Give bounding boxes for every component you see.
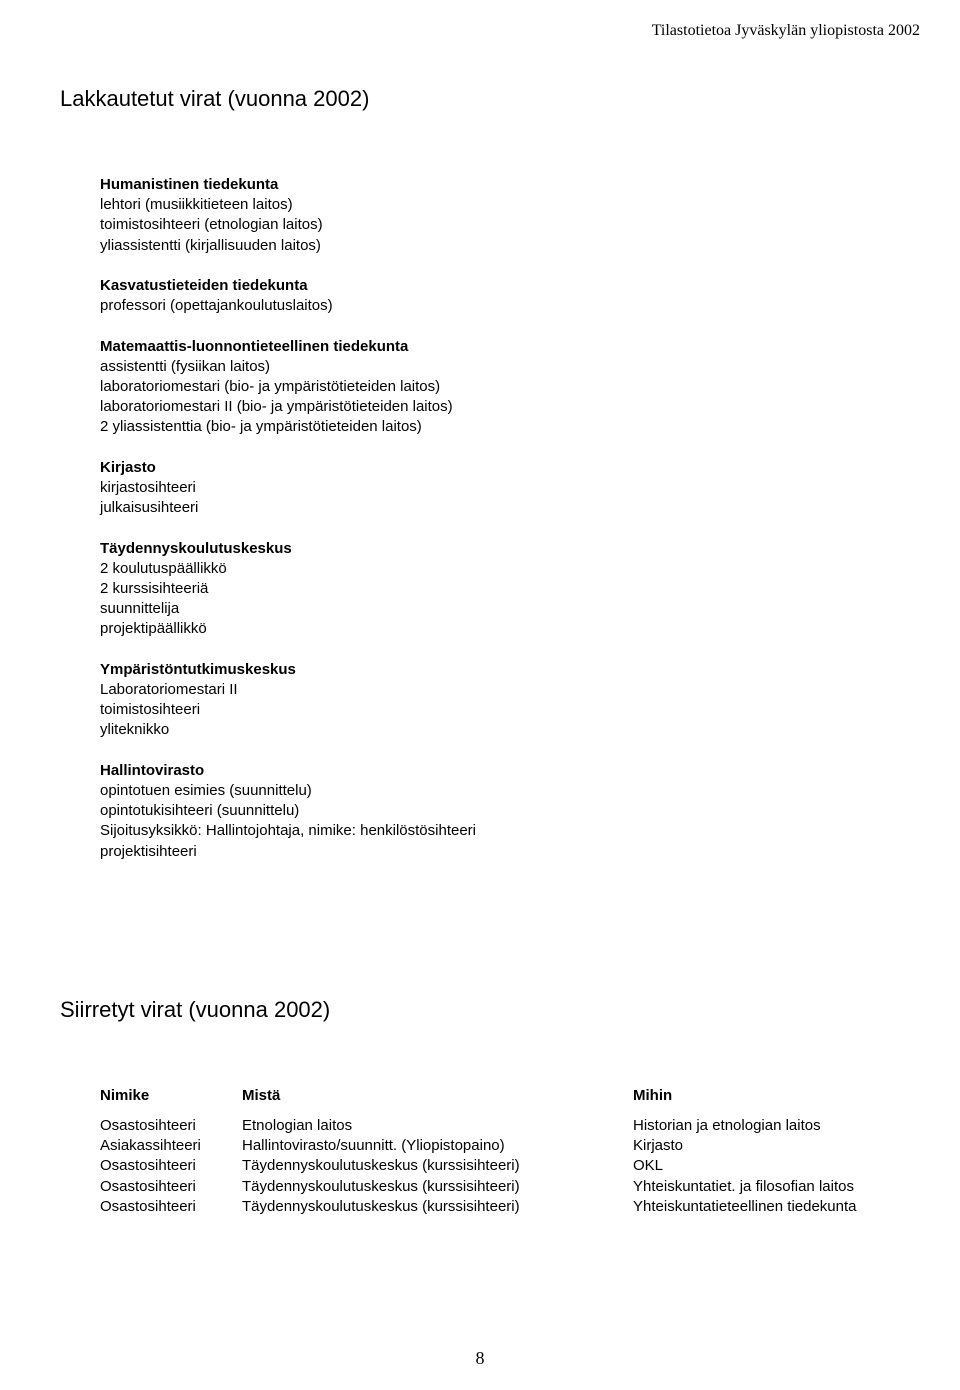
cell-from: Täydennyskoulutuskeskus (kurssisihteeri) <box>242 1157 520 1175</box>
position-item: kirjastosihteeri <box>100 479 196 496</box>
table-header-row <box>97 1087 926 1117</box>
position-item: Laboratoriomestari II <box>100 681 238 698</box>
faculty-group <box>100 175 476 256</box>
table-row <box>97 1157 926 1177</box>
position-item: opintotuen esimies (suunnittelu) <box>100 782 312 799</box>
cell-to: OKL <box>633 1157 664 1175</box>
cell-title: Osastosihteeri <box>100 1117 196 1134</box>
position-item: Sijoitusyksikkö: Hallintojohtaja, nimike: henkilöstösihteeri <box>100 822 477 840</box>
table-row <box>97 1117 926 1137</box>
faculty-group <box>100 458 476 519</box>
position-item: toimistosihteeri (etnologian laitos) <box>100 216 323 234</box>
cell-from: Etnologian laitos <box>242 1117 353 1134</box>
cell-to: Historian ja etnologian laitos <box>633 1117 821 1134</box>
position-item: assistentti (fysiikan laitos) <box>100 357 271 375</box>
position-item: yliassistentti (kirjallisuuden laitos) <box>100 236 321 254</box>
faculty-heading: Kirjasto <box>100 458 156 476</box>
faculty-heading: Kasvatustieteiden tiedekunta <box>100 277 308 294</box>
table-row <box>97 1137 926 1157</box>
column-header-title: Nimike <box>100 1087 150 1104</box>
table-row <box>97 1178 926 1198</box>
position-item: toimistosihteeri <box>100 701 201 719</box>
position-item: suunnittelija <box>100 600 180 618</box>
faculty-heading: Ympäristöntutkimuskeskus <box>100 660 296 678</box>
closed-positions-title: Lakkautetut virat (vuonna 2002) <box>60 86 370 111</box>
position-item: 2 koulutuspäällikkö <box>100 559 227 577</box>
table-body <box>97 1117 926 1218</box>
cell-from: Täydennyskoulutuskeskus (kurssisihteeri) <box>242 1177 520 1195</box>
position-item: julkaisusihteeri <box>100 499 199 517</box>
faculty-group <box>100 761 476 862</box>
cell-from: Täydennyskoulutuskeskus (kurssisihteeri) <box>242 1197 520 1215</box>
position-item: professori (opettajankoulutuslaitos) <box>100 297 333 315</box>
faculty-heading: Humanistinen tiedekunta <box>100 176 279 193</box>
position-item: opintotukisihteeri (suunnittelu) <box>100 802 300 820</box>
table-row <box>97 1198 926 1218</box>
position-item: lehtori (musiikkitieteen laitos) <box>100 196 293 214</box>
position-item: projektisihteeri <box>100 842 197 860</box>
position-item: projektipäällikkö <box>100 620 207 638</box>
page-header: Tilastotietoa Jyväskylän yliopistosta 2002 <box>651 22 920 39</box>
closed-positions-list <box>100 175 476 882</box>
faculty-group <box>100 276 476 316</box>
faculty-heading: Hallintovirasto <box>100 761 205 779</box>
faculty-heading: Täydennyskoulutuskeskus <box>100 539 292 557</box>
position-item: yliteknikko <box>100 721 170 739</box>
position-item: 2 yliassistenttia (bio- ja ympäristötieteiden laitos) <box>100 418 422 436</box>
transferred-positions-title: Siirretyt virat (vuonna 2002) <box>60 997 331 1022</box>
cell-from: Hallintovirasto/suunnitt. (Yliopistopaino) <box>242 1137 505 1155</box>
faculty-group <box>100 539 476 640</box>
faculty-group <box>100 337 476 438</box>
cell-title: Asiakassihteeri <box>100 1137 201 1155</box>
position-item: 2 kurssisihteeriä <box>100 580 209 597</box>
cell-to: Yhteiskuntatiet. ja filosofian laitos <box>633 1177 854 1195</box>
page-number: 8 <box>475 1348 485 1368</box>
column-header-to: Mihin <box>633 1087 673 1104</box>
transferred-positions-table <box>97 1087 926 1218</box>
column-header-from: Mistä <box>242 1087 281 1104</box>
cell-title: Osastosihteeri <box>100 1197 196 1215</box>
faculty-group <box>100 660 476 741</box>
cell-title: Osastosihteeri <box>100 1177 196 1195</box>
cell-title: Osastosihteeri <box>100 1157 196 1175</box>
cell-to: Kirjasto <box>633 1137 684 1155</box>
position-item: laboratoriomestari (bio- ja ympäristötieteiden laitos) <box>100 378 441 395</box>
faculty-heading: Matemaattis-luonnontieteellinen tiedekunta <box>100 337 409 355</box>
position-item: laboratoriomestari II (bio- ja ympäristötieteiden laitos) <box>100 398 453 416</box>
cell-to: Yhteiskuntatieteellinen tiedekunta <box>633 1197 857 1215</box>
